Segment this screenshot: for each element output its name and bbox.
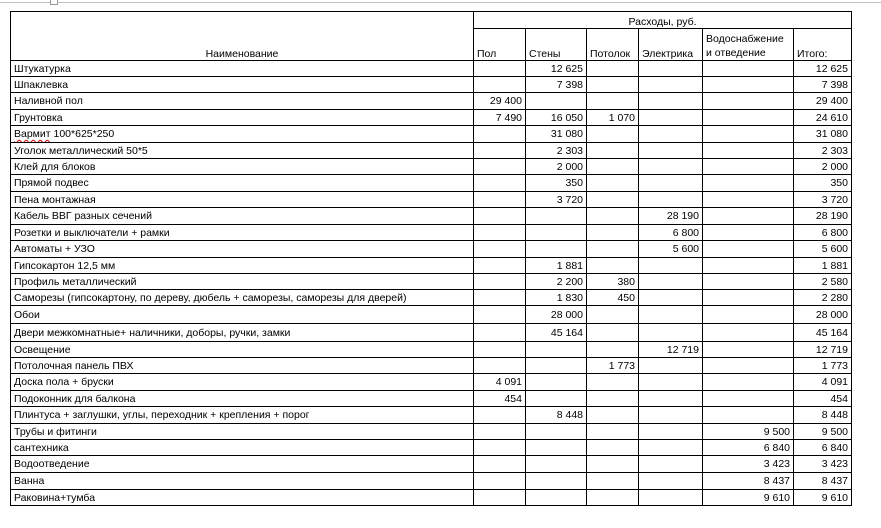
table-row [11, 490, 852, 506]
cell-floor[interactable]: 4 091 [474, 374, 526, 391]
cell-water[interactable] [703, 306, 794, 324]
cell-ceiling[interactable] [587, 61, 639, 77]
cell-water[interactable]: 9 610 [703, 490, 794, 506]
cell-name[interactable] [11, 77, 474, 93]
cell-name[interactable] [11, 290, 474, 306]
cell-name[interactable] [11, 208, 474, 225]
cell-total[interactable]: 2 303 [794, 143, 852, 159]
cell-floor[interactable] [474, 358, 526, 374]
cell-name-text: Кабель ВВГ разных сечений [14, 210, 152, 222]
cell-name[interactable] [11, 159, 474, 175]
cell-floor[interactable] [474, 225, 526, 241]
table-row [11, 407, 852, 424]
cell-floor[interactable] [474, 290, 526, 306]
cell-electric[interactable] [639, 424, 703, 440]
cell-water[interactable]: 3 423 [703, 456, 794, 473]
cell-ceiling[interactable] [587, 456, 639, 473]
table-row [11, 93, 852, 110]
cell-walls[interactable]: 8 448 [526, 407, 587, 424]
cell-electric[interactable] [639, 274, 703, 290]
cell-floor[interactable] [474, 192, 526, 208]
cell-name-text: Грунтовка [14, 111, 63, 124]
table-row [11, 143, 852, 159]
cell-ceiling[interactable] [587, 374, 639, 391]
cell-name[interactable] [11, 490, 474, 506]
cell-name-text: Раковина+тумба [14, 491, 96, 504]
cell-water[interactable] [703, 407, 794, 424]
cell-water[interactable]: 6 840 [703, 440, 794, 456]
cell-walls[interactable]: 45 164 [526, 324, 587, 342]
cell-floor[interactable] [474, 324, 526, 342]
cell-water[interactable] [703, 241, 794, 258]
cell-electric[interactable]: 5 600 [639, 241, 703, 258]
cell-floor[interactable] [474, 159, 526, 175]
cell-walls[interactable] [526, 225, 587, 241]
cell-floor[interactable]: 7 490 [474, 110, 526, 126]
cell-electric[interactable] [639, 324, 703, 342]
cell-ceiling[interactable] [587, 143, 639, 159]
cell-total[interactable]: 3 720 [794, 192, 852, 208]
cell-floor[interactable] [474, 208, 526, 225]
cell-water[interactable] [703, 274, 794, 290]
cell-floor[interactable] [474, 274, 526, 290]
cell-ceiling[interactable] [587, 241, 639, 258]
cell-electric[interactable] [639, 440, 703, 456]
cell-water[interactable] [703, 324, 794, 342]
cell-name-text: Автоматы + УЗО [14, 243, 95, 255]
cell-name[interactable] [11, 407, 474, 424]
cell-name[interactable] [11, 473, 474, 490]
cell-walls[interactable] [526, 456, 587, 473]
cell-floor[interactable] [474, 258, 526, 274]
cell-name-text: Освещение [14, 343, 71, 356]
cell-electric[interactable] [639, 306, 703, 324]
cell-ceiling[interactable] [587, 407, 639, 424]
top-divider [0, 2, 881, 3]
cell-total[interactable]: 28 190 [794, 208, 852, 225]
cell-walls[interactable] [526, 342, 587, 358]
table-row [11, 274, 852, 290]
header-floor: Пол [474, 29, 526, 61]
cell-floor[interactable] [474, 306, 526, 324]
cell-ceiling[interactable] [587, 440, 639, 456]
table-row [11, 391, 852, 407]
cell-name[interactable] [11, 274, 474, 290]
cell-name-text: Штукатурка [14, 62, 71, 75]
cell-ceiling[interactable] [587, 192, 639, 208]
header-water-text: Водоснабжение и отведение [706, 33, 784, 59]
cell-ceiling[interactable]: 1 773 [587, 358, 639, 374]
cell-walls[interactable] [526, 424, 587, 440]
cell-name-text: Потолочная панель ПВХ [14, 359, 134, 372]
cell-total[interactable]: 29 400 [794, 93, 852, 110]
cell-name-text: Шпаклевка [14, 78, 69, 91]
cell-water[interactable] [703, 93, 794, 110]
cell-name-text: Уголок металлический 50*5 [14, 144, 148, 157]
cell-electric[interactable] [639, 159, 703, 175]
cell-name[interactable] [11, 258, 474, 274]
table-row [11, 258, 852, 274]
cell-floor[interactable] [474, 175, 526, 192]
cell-total[interactable]: 8 437 [794, 473, 852, 490]
cell-electric[interactable] [639, 456, 703, 473]
cell-name-text: Плинтуса + заглушки, углы, переходник + крепления + порог [14, 409, 310, 421]
cell-total[interactable]: 7 398 [794, 77, 852, 93]
expenses-table [10, 11, 852, 506]
cell-walls[interactable]: 2 200 [526, 274, 587, 290]
cell-floor[interactable] [474, 473, 526, 490]
cell-electric[interactable] [639, 358, 703, 374]
table-row [11, 358, 852, 374]
cell-name-text: Профиль металлический [14, 275, 137, 288]
cell-name[interactable] [11, 358, 474, 374]
cell-name[interactable] [11, 61, 474, 77]
cell-name-text: Клей для блоков [14, 160, 96, 173]
cell-name-text: Подоконник для балкона [14, 392, 136, 405]
cell-name[interactable] [11, 241, 474, 258]
cell-electric[interactable] [639, 126, 703, 143]
cell-water[interactable] [703, 208, 794, 225]
cell-name[interactable] [11, 391, 474, 407]
cell-name[interactable] [11, 306, 474, 324]
cell-total[interactable]: 350 [794, 175, 852, 192]
cell-floor[interactable] [474, 456, 526, 473]
cell-ceiling[interactable]: 380 [587, 274, 639, 290]
cell-electric[interactable] [639, 192, 703, 208]
cell-floor[interactable] [474, 77, 526, 93]
cell-name-text: Двери межкомнатные+ наличники, доборы, ручки, замки [14, 326, 291, 339]
cell-water[interactable] [703, 192, 794, 208]
cell-electric[interactable] [639, 143, 703, 159]
header-water [703, 29, 794, 61]
cell-ceiling[interactable] [587, 225, 639, 241]
cell-floor[interactable] [474, 126, 526, 143]
cell-name-text: Водоотведение [14, 458, 90, 470]
cell-total[interactable]: 6 840 [794, 440, 852, 456]
cell-floor[interactable] [474, 440, 526, 456]
cell-electric[interactable]: 28 190 [639, 208, 703, 225]
cell-total[interactable]: 1 773 [794, 358, 852, 374]
cell-name[interactable] [11, 192, 474, 208]
cell-walls[interactable]: 12 625 [526, 61, 587, 77]
table-row [11, 473, 852, 490]
cell-floor[interactable] [474, 342, 526, 358]
cell-electric[interactable] [639, 473, 703, 490]
header-total: Итого: [794, 29, 852, 61]
cell-ceiling[interactable]: 1 070 [587, 110, 639, 126]
header-row-group [11, 12, 852, 29]
cell-water[interactable] [703, 110, 794, 126]
cell-water[interactable] [703, 342, 794, 358]
table-row [11, 374, 852, 391]
cell-walls[interactable]: 7 398 [526, 77, 587, 93]
spellcheck-underline: Вармит [14, 128, 51, 140]
cell-water[interactable] [703, 358, 794, 374]
top-border-strip [0, 0, 881, 10]
cell-name-text: Вармит 100*625*250 [14, 128, 115, 140]
cell-walls[interactable]: 2 303 [526, 143, 587, 159]
column-resize-handle[interactable] [50, 0, 58, 5]
cell-electric[interactable] [639, 61, 703, 77]
cell-electric[interactable] [639, 391, 703, 407]
cell-walls[interactable]: 1 830 [526, 290, 587, 306]
cell-ceiling[interactable] [587, 208, 639, 225]
cell-name[interactable] [11, 110, 474, 126]
cell-floor[interactable] [474, 143, 526, 159]
cell-water[interactable]: 8 437 [703, 473, 794, 490]
cell-walls[interactable]: 1 881 [526, 258, 587, 274]
header-ceiling: Потолок [587, 29, 639, 61]
cell-electric[interactable] [639, 407, 703, 424]
cell-walls[interactable]: 3 720 [526, 192, 587, 208]
table-row [11, 110, 852, 126]
cell-total[interactable]: 3 423 [794, 456, 852, 473]
cell-name-text: Доска пола + бруски [14, 376, 114, 388]
cell-name[interactable] [11, 175, 474, 192]
cell-total[interactable]: 31 080 [794, 126, 852, 143]
cell-name-text: Трубы и фитинги [14, 425, 97, 438]
cell-name-text: Наливной пол [14, 95, 83, 107]
cell-walls[interactable] [526, 490, 587, 506]
cell-total[interactable]: 8 448 [794, 407, 852, 424]
cell-ceiling[interactable] [587, 490, 639, 506]
cell-ceiling[interactable] [587, 306, 639, 324]
table-row [11, 208, 852, 225]
cell-name-text: Прямой подвес [14, 177, 89, 189]
cell-ceiling[interactable] [587, 424, 639, 440]
header-expenses-group: Расходы, руб. [474, 12, 852, 29]
cell-walls[interactable] [526, 440, 587, 456]
cell-walls[interactable] [526, 93, 587, 110]
cell-walls[interactable] [526, 358, 587, 374]
table-row [11, 175, 852, 192]
cell-total[interactable]: 28 000 [794, 306, 852, 324]
cell-total[interactable]: 4 091 [794, 374, 852, 391]
cell-electric[interactable] [639, 93, 703, 110]
cell-walls[interactable] [526, 374, 587, 391]
cell-electric[interactable] [639, 77, 703, 93]
cell-total[interactable]: 9 610 [794, 490, 852, 506]
cell-name[interactable] [11, 324, 474, 342]
cell-name-text: Пена монтажная [14, 193, 96, 206]
cell-name[interactable] [11, 342, 474, 358]
table-body [11, 61, 852, 506]
cell-floor[interactable] [474, 490, 526, 506]
table-row [11, 126, 852, 143]
cell-total[interactable]: 2 580 [794, 274, 852, 290]
cell-electric[interactable] [639, 374, 703, 391]
cell-electric[interactable] [639, 258, 703, 274]
cell-name[interactable] [11, 424, 474, 440]
cell-name-text: Розетки и выключатели + рамки [14, 226, 170, 239]
cell-ceiling[interactable] [587, 324, 639, 342]
table-row [11, 324, 852, 342]
table-row [11, 192, 852, 208]
cell-total[interactable]: 12 719 [794, 342, 852, 358]
cell-floor[interactable] [474, 241, 526, 258]
cell-name[interactable] [11, 440, 474, 456]
header-walls: Стены [526, 29, 587, 61]
cell-ceiling[interactable] [587, 159, 639, 175]
cell-name[interactable] [11, 456, 474, 473]
cell-electric[interactable] [639, 110, 703, 126]
cell-electric[interactable]: 12 719 [639, 342, 703, 358]
cell-water[interactable] [703, 225, 794, 241]
table-row [11, 456, 852, 473]
cell-walls[interactable]: 28 000 [526, 306, 587, 324]
cell-total[interactable]: 2 000 [794, 159, 852, 175]
cell-floor[interactable]: 454 [474, 391, 526, 407]
cell-walls[interactable]: 31 080 [526, 126, 587, 143]
cell-water[interactable] [703, 374, 794, 391]
cell-water[interactable] [703, 143, 794, 159]
table-row [11, 342, 852, 358]
cell-name[interactable] [11, 93, 474, 110]
table-row [11, 290, 852, 306]
cell-walls[interactable] [526, 208, 587, 225]
cell-total[interactable]: 24 610 [794, 110, 852, 126]
table-row [11, 77, 852, 93]
cell-ceiling[interactable] [587, 342, 639, 358]
cell-name-text: Ванна [14, 475, 45, 487]
cell-name-text: Обои [14, 308, 40, 321]
cell-water[interactable] [703, 258, 794, 274]
cell-electric[interactable] [639, 290, 703, 306]
cell-total[interactable]: 2 280 [794, 290, 852, 306]
cell-total[interactable]: 45 164 [794, 324, 852, 342]
cell-total[interactable]: 5 600 [794, 241, 852, 258]
cell-water[interactable] [703, 175, 794, 192]
cell-floor[interactable] [474, 424, 526, 440]
cell-ceiling[interactable] [587, 258, 639, 274]
header-name: Наименование [11, 12, 474, 61]
cell-total[interactable]: 9 500 [794, 424, 852, 440]
table-row [11, 225, 852, 241]
cell-floor[interactable]: 29 400 [474, 93, 526, 110]
cell-walls[interactable] [526, 473, 587, 490]
cell-walls[interactable] [526, 241, 587, 258]
cell-name[interactable] [11, 374, 474, 391]
cell-walls[interactable]: 2 000 [526, 159, 587, 175]
cell-total[interactable]: 12 625 [794, 61, 852, 77]
cell-walls[interactable] [526, 391, 587, 407]
cell-water[interactable] [703, 159, 794, 175]
cell-ceiling[interactable] [587, 77, 639, 93]
cell-name-text: Саморезы (гипсокартону, по дереву, дюбель + саморезы, саморезы для дверей) [14, 291, 407, 304]
table-row [11, 159, 852, 175]
table-row [11, 306, 852, 324]
cell-name[interactable] [11, 126, 474, 143]
cell-water[interactable] [703, 126, 794, 143]
cell-water[interactable] [703, 61, 794, 77]
cell-name[interactable] [11, 225, 474, 241]
cell-name-text: сантехника [14, 441, 69, 454]
table-row [11, 61, 852, 77]
cell-name[interactable] [11, 143, 474, 159]
cell-water[interactable]: 9 500 [703, 424, 794, 440]
cell-name-text: Гипсокартон 12,5 мм [14, 259, 116, 272]
cell-ceiling[interactable] [587, 126, 639, 143]
cell-water[interactable] [703, 391, 794, 407]
cell-total[interactable]: 6 800 [794, 225, 852, 241]
cell-total[interactable]: 454 [794, 391, 852, 407]
cell-floor[interactable] [474, 407, 526, 424]
table-row [11, 241, 852, 258]
cell-walls[interactable]: 350 [526, 175, 587, 192]
cell-floor[interactable] [474, 61, 526, 77]
cell-walls[interactable]: 16 050 [526, 110, 587, 126]
cell-electric[interactable] [639, 490, 703, 506]
cell-electric[interactable] [639, 175, 703, 192]
cell-ceiling[interactable]: 450 [587, 290, 639, 306]
cell-electric[interactable]: 6 800 [639, 225, 703, 241]
cell-water[interactable] [703, 77, 794, 93]
cell-ceiling[interactable] [587, 175, 639, 192]
cell-ceiling[interactable] [587, 473, 639, 490]
cell-ceiling[interactable] [587, 391, 639, 407]
header-electric: Электрика [639, 29, 703, 61]
cell-ceiling[interactable] [587, 93, 639, 110]
cell-water[interactable] [703, 290, 794, 306]
cell-total[interactable]: 1 881 [794, 258, 852, 274]
table-row [11, 440, 852, 456]
table-row [11, 424, 852, 440]
